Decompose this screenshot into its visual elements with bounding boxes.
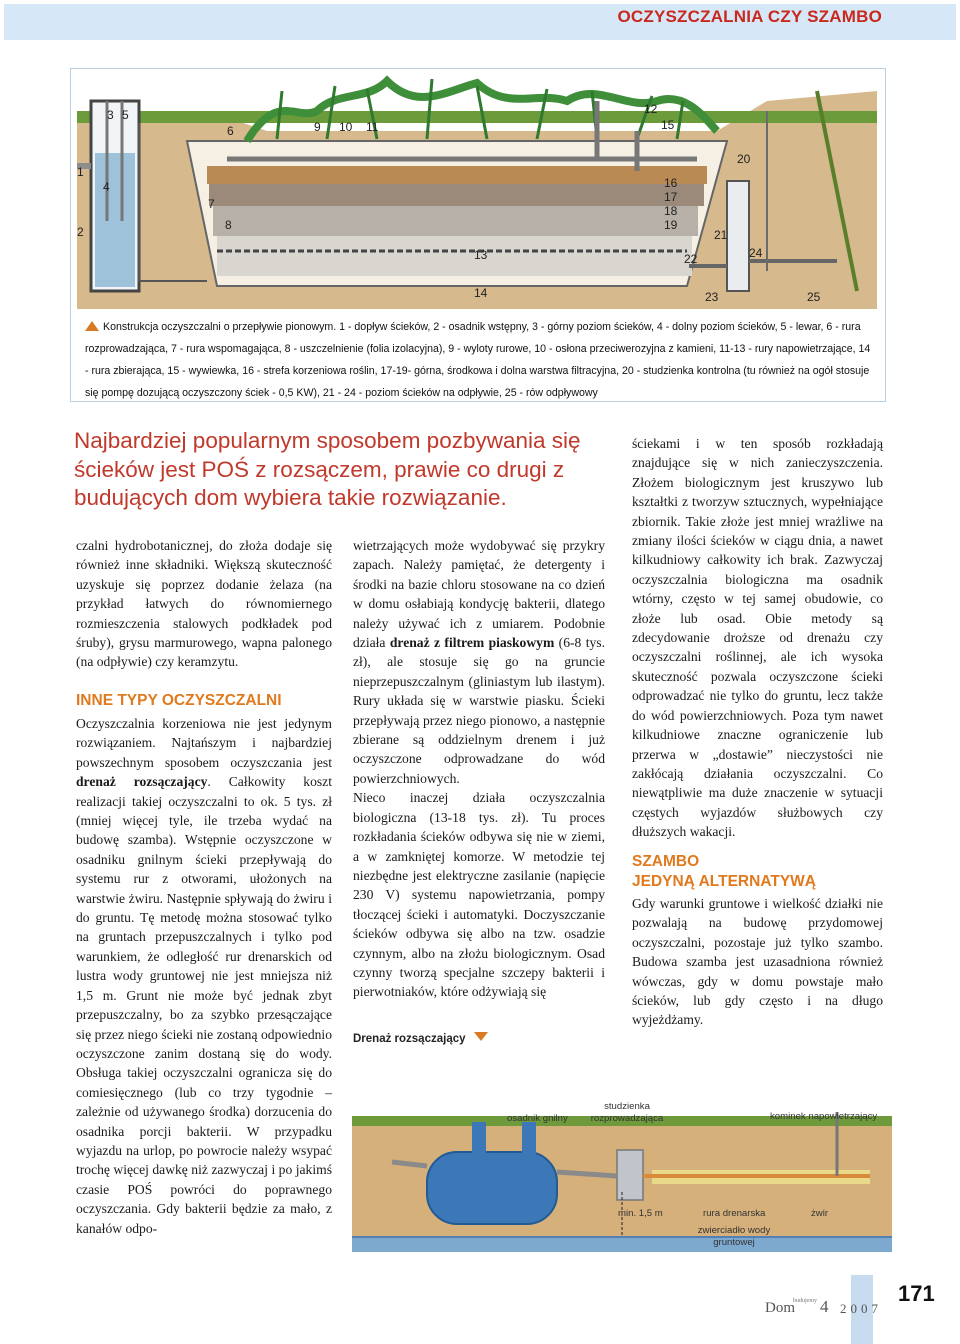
fig-num-19: 19	[664, 218, 678, 232]
heading-szambo	[632, 852, 816, 892]
fig-num-3: 3	[107, 108, 114, 122]
fig-num-13: 13	[474, 248, 488, 262]
col1-paragraph	[76, 714, 332, 1238]
col1-text-a: Oczyszczalnia korzeniowa nie jest jedynym rozwiązaniem. Najtańszym i najbardziej powszechnym sposobem oczyszczania jest	[76, 716, 332, 770]
figure2-title	[353, 1032, 488, 1045]
fig-num-1: 1	[77, 165, 84, 179]
fig-num-2: 2	[77, 225, 84, 239]
page-number: 171	[898, 1281, 935, 1306]
label-zwierciadlo: zwierciadło wody gruntowej	[697, 1225, 771, 1248]
fig-num-22: 22	[684, 252, 698, 266]
label-min: min. 1,5 m	[618, 1208, 663, 1219]
logo-text: Dom	[765, 1300, 795, 1316]
fig-num-6: 6	[227, 124, 234, 138]
label-osadnik: osadnik gnilny	[507, 1113, 568, 1124]
fig-num-16: 16	[664, 176, 678, 190]
fig-num-14: 14	[474, 286, 488, 300]
fig-num-18: 18	[664, 204, 678, 218]
fig-num-5: 5	[122, 108, 129, 122]
column-1-body	[76, 714, 332, 1238]
fig-num-10: 10	[339, 120, 353, 134]
col3-bottom-paragraph: Gdy warunki gruntowe i wielkość działki nie pozwalają na budowę przydomowej oczyszczalni, pozostaje już tylko szambo. Budowa szamba jest uzasadniona również wówczas, gdy w domu powstaje mało ścieków, lub gdy często i na długo wyjeżdżamy.	[632, 896, 883, 1028]
col2-paragraph-2: Nieco inaczej działa oczyszczalnia biologiczna (13-18 tys. zł). Tu proces rozkładania ścieków odbywa się nie w ziemi, a w zamkniętej komorze. W metodzie tej niezbędne jest elektryczne zasilanie (napięcie 230 V) systemu napowietrzania, pompy tłoczącej ścieki i automatyki. Doczyszczanie ścieków odbywa się albo na tzw. osadzie czynnym, albo na złożu biologicznym. Osad czynny tworzą specjalne szczepy bakterii i pierwotniaków, które odżywiają się	[353, 790, 605, 1000]
fig-num-4: 4	[103, 180, 110, 194]
wetland-diagram	[77, 71, 877, 311]
caption-text: 1 - dopływ ścieków, 2 - osadnik wstępny, 3 - górny poziom ścieków, 4 - dolny poziom ścieków, 5 - lewar, 6 - rura rozprowadzająca, 7 - rura wspomagająca, 8 - uszczelnienie (folia izolacyjna), 9 - wyloty rurowe, 10 - osłona przeciwerozyjna z kamieni, 11-13 - rury napowietrzające, 14 - rura zbierająca, 15 - wywiewka, 16 - strefa korzeniowa roślin, 17-19- górna, środkowa i dolna warstwa filtracyjna, 20 - studzienka kontrolna (tu również na ogół stosuje się pompę dozującą oczyszczony ściek - 0,5 KW), 21 - 24 - poziom ścieków na odpływie, 25 - rów odpływowy	[85, 321, 871, 399]
fig-num-23: 23	[705, 290, 719, 304]
heading-szambo-line-2: JEDYNĄ ALTERNATYWĄ	[632, 873, 816, 890]
lead-paragraph: Najbardziej popularnym sposobem pozbywania się ścieków jest POŚ z rozsączem, prawie co drugi z budujących dom wybiera takie rozwiązanie.	[74, 428, 581, 510]
label-studzienka: studzienka rozprowadzająca	[590, 1101, 664, 1124]
fig-num-15: 15	[661, 118, 675, 132]
col2-bold-term: drenaż z filtrem piaskowym	[389, 635, 555, 651]
fig-num-12: 12	[644, 102, 658, 116]
label-zwir: żwir	[811, 1208, 829, 1219]
fig-num-17: 17	[664, 190, 678, 204]
label-rura: rura drenarska	[703, 1208, 766, 1219]
col3-top-paragraph: ściekami i w ten sposób rozkładają znajdujące się w nich zanieczyszczenia. Złożem biologicznym jest kruszywo lub kształtki z tworzyw sztucznych, wypełniające zbiornik. Takie złoże jest mniej wrażliwe na zmiany ilości ścieków w ciągu dnia, a nawet kilkudniowy całkowity ich brak. Zazwyczaj oczyszczalnia biologiczna ma osadnik wtórny, często w tej samej obudowie, co złoże lub osad. Obie metody są zdecydowanie droższe od drenażu czy oczyszczalni roślinnej, ale ich wysoka skuteczność pozwala oczyszczone ścieki odprowadzać nie tylko do gruntu, lecz także do wód powierzchniowych. Poza tym nawet kilkudniowe znaczne ograniczenie lub przerwa w „dostawie” nieczystości nie zakłócają działania oczyszczalni. Co niewątpliwie ma duże znaczenie w sytuacji częstych wyjazdów służbowych czy dłuższych wakacji.	[632, 436, 883, 840]
column-3-bottom	[632, 894, 883, 1030]
column-3-top	[632, 434, 883, 842]
col1-top-paragraph: czalni hydrobotanicznej, do złoża dodaje się również inne składniki. Większą skuteczność uzyskuje się poprzez dodanie żelaza (na przykład łatwych do równomiernego rozmieszczenia stalowych podkładek pod śruby), grysu marmurowego, wapna palonego (na odpływie) czy keramzytu.	[76, 538, 332, 670]
heading-szambo-line-1: SZAMBO	[632, 853, 700, 870]
fig-num-21: 21	[714, 228, 728, 242]
running-header: OCZYSZCZALNIA CZY SZAMBO	[617, 7, 882, 26]
logo-small-text: budujemy	[793, 1298, 817, 1304]
fig-num-11: 11	[366, 120, 379, 134]
fig-num-24: 24	[749, 246, 763, 260]
col2-text-b: (6-8 tys. zł), ale stosuje się go na gruncie nieprzepuszczalnym (gliniastym lub ilastym). Rury układa się w warstwie piasku. Ścieki przepływają przez niego pionowo, a następnie zbierane są oddzielnym drenem i już oczyszczone odprowadzane do wód powierzchniowych.	[353, 635, 605, 786]
label-kominek: kominek napowietrzający	[770, 1111, 878, 1122]
caption-title: Konstrukcja oczyszczalni o przepływie pionowym.	[103, 321, 337, 333]
triangle-down-icon	[474, 1032, 488, 1041]
fig-num-9: 9	[314, 120, 321, 134]
col1-text-b: . Całkowity koszt realizacji takiej oczyszczalni to ok. 5 tys. zł (mniej więcej tyle, ile trzeba wydać na budowę szamba). Wstępnie oczyszczone w osadniku gnilnym ścieki przepływają do systemu rur z otworami, ułożonych na warstwie żwiru. Następnie spływają do żwiru i do gruntu. Tę metodę można stosować tylko na gruntach przepuszczalnych i tylko pod warunkiem, że odległość rur drenarskich od lustra wody gruntowej nie jest mniejsza niż 1,5 m. Grunt nie może być jednak zbyt przepuszczalny, bo za szybko przesączające się przez niego ścieki nie zostaną odpowiednio oczyszczone zanim dostaną się do wody. Obsługa takiej oczyszczalni ogranicza się do comiesięcznego (lub co trzy tygodnie – zależnie od używanego środka) dorzucenia do osadnika porcji bakterii. W przypadku wyjazdu na urlop, po powrocie należy wsypać trochę więcej dawkę niż zazwyczaj i po jakimś czasie POŚ powróci do poprawnego oczyszczania. Gdy bakterii będzie za mało, z kanałów odpo-	[76, 774, 332, 1236]
figure2-title-text: Drenaż rozsączający	[353, 1033, 466, 1045]
fig-num-20: 20	[737, 152, 751, 166]
col1-bold-term: drenaż rozsączający	[76, 774, 208, 790]
fig-num-7: 7	[208, 197, 215, 211]
fig-num-25: 25	[807, 290, 821, 304]
figure-caption	[85, 316, 875, 404]
fig-num-8: 8	[225, 218, 232, 232]
column-1-top	[76, 536, 332, 672]
column-2	[353, 536, 605, 1002]
col2-paragraph-1	[353, 536, 605, 788]
issue-year: 2007	[840, 1301, 882, 1316]
caption-triangle-icon	[85, 321, 99, 331]
magazine-logo	[765, 1298, 817, 1317]
col2-text-a: wietrzających może wydobywać się przykry zapach. Należy pamiętać, że detergenty i środki na bazie chloru stosowane na co dzień w domu osłabiają kondycję bakterii, dlatego należy używać ich z umiarem. Podobnie działa	[353, 538, 605, 651]
figure-constructed-wetland	[70, 68, 886, 402]
issue-number: 4	[820, 1297, 829, 1316]
heading-inne-typy: INNE TYPY OCZYSZCZALNI	[76, 692, 282, 709]
